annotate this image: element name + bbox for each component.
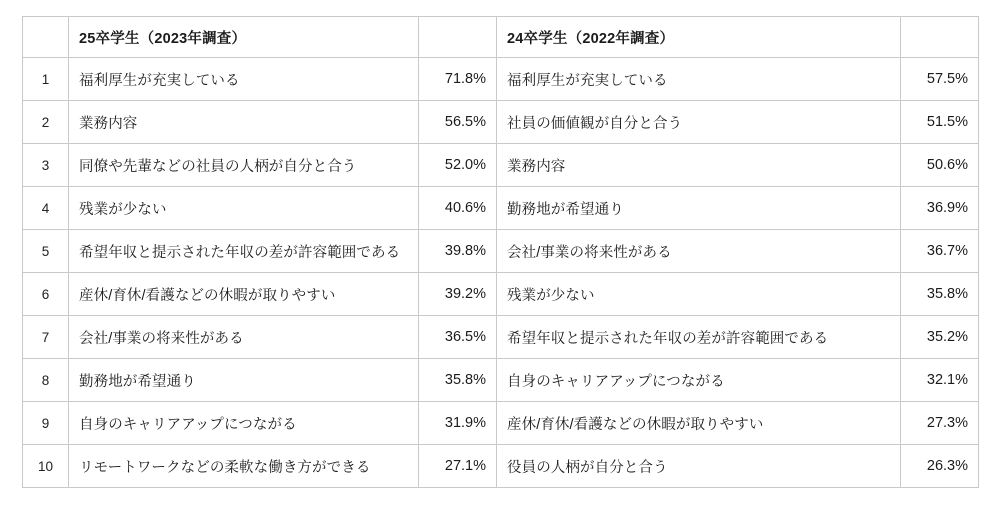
pct-2025-cell: 35.8% — [419, 359, 497, 402]
pct-2024-cell: 26.3% — [901, 445, 979, 488]
header-2025-item: 25卒学生（2023年調査） — [69, 17, 419, 58]
table-body — [23, 58, 979, 488]
pct-2025-cell: 36.5% — [419, 316, 497, 359]
rank-cell: 3 — [23, 144, 69, 187]
header-2024-pct — [901, 17, 979, 58]
table-row — [23, 273, 979, 316]
item-2025-cell: 希望年収と提示された年収の差が許容範囲である — [69, 230, 419, 273]
rank-cell: 4 — [23, 187, 69, 230]
table-row — [23, 359, 979, 402]
table-row — [23, 230, 979, 273]
table-header — [23, 17, 979, 58]
header-row — [23, 17, 979, 58]
pct-2025-cell: 56.5% — [419, 101, 497, 144]
pct-2025-cell: 40.6% — [419, 187, 497, 230]
item-2024-cell: 福利厚生が充実している — [497, 58, 901, 101]
table-row — [23, 402, 979, 445]
pct-2024-cell: 51.5% — [901, 101, 979, 144]
item-2025-cell: 産休/育休/看護などの休暇が取りやすい — [69, 273, 419, 316]
pct-2025-cell: 52.0% — [419, 144, 497, 187]
item-2025-cell: 会社/事業の将来性がある — [69, 316, 419, 359]
item-2024-cell: 役員の人柄が自分と合う — [497, 445, 901, 488]
pct-2024-cell: 36.9% — [901, 187, 979, 230]
pct-2024-cell: 32.1% — [901, 359, 979, 402]
pct-2025-cell: 71.8% — [419, 58, 497, 101]
item-2025-cell: 業務内容 — [69, 101, 419, 144]
item-2024-cell: 自身のキャリアアップにつながる — [497, 359, 901, 402]
rank-cell: 7 — [23, 316, 69, 359]
rank-cell: 1 — [23, 58, 69, 101]
item-2024-cell: 残業が少ない — [497, 273, 901, 316]
rank-cell: 8 — [23, 359, 69, 402]
header-rank — [23, 17, 69, 58]
rank-cell: 5 — [23, 230, 69, 273]
item-2024-cell: 会社/事業の将来性がある — [497, 230, 901, 273]
table-row — [23, 187, 979, 230]
pct-2024-cell: 35.8% — [901, 273, 979, 316]
pct-2025-cell: 27.1% — [419, 445, 497, 488]
item-2024-cell: 希望年収と提示された年収の差が許容範囲である — [497, 316, 901, 359]
header-2025-pct — [419, 17, 497, 58]
pct-2024-cell: 36.7% — [901, 230, 979, 273]
pct-2025-cell: 31.9% — [419, 402, 497, 445]
header-2024-item: 24卒学生（2022年調査） — [497, 17, 901, 58]
ranking-table — [22, 16, 979, 488]
pct-2025-cell: 39.2% — [419, 273, 497, 316]
rank-cell: 6 — [23, 273, 69, 316]
item-2025-cell: 自身のキャリアアップにつながる — [69, 402, 419, 445]
item-2025-cell: リモートワークなどの柔軟な働き方ができる — [69, 445, 419, 488]
table-row — [23, 144, 979, 187]
item-2025-cell: 福利厚生が充実している — [69, 58, 419, 101]
item-2025-cell: 同僚や先輩などの社員の人柄が自分と合う — [69, 144, 419, 187]
rank-cell: 9 — [23, 402, 69, 445]
rank-cell: 2 — [23, 101, 69, 144]
item-2024-cell: 社員の価値観が自分と合う — [497, 101, 901, 144]
table-row — [23, 101, 979, 144]
table-row — [23, 316, 979, 359]
pct-2024-cell: 57.5% — [901, 58, 979, 101]
item-2024-cell: 産休/育休/看護などの休暇が取りやすい — [497, 402, 901, 445]
item-2025-cell: 勤務地が希望通り — [69, 359, 419, 402]
table-row — [23, 445, 979, 488]
pct-2024-cell: 35.2% — [901, 316, 979, 359]
item-2024-cell: 業務内容 — [497, 144, 901, 187]
table-row — [23, 58, 979, 101]
pct-2024-cell: 50.6% — [901, 144, 979, 187]
item-2025-cell: 残業が少ない — [69, 187, 419, 230]
pct-2025-cell: 39.8% — [419, 230, 497, 273]
pct-2024-cell: 27.3% — [901, 402, 979, 445]
rank-cell: 10 — [23, 445, 69, 488]
item-2024-cell: 勤務地が希望通り — [497, 187, 901, 230]
